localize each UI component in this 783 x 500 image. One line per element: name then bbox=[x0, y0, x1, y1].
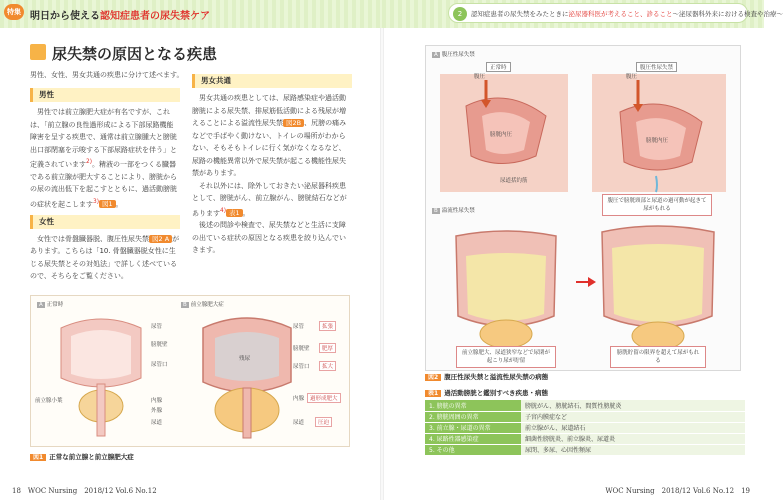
figure-1 bbox=[30, 295, 350, 447]
fig2-sub-normal: 正常時 bbox=[486, 62, 511, 72]
fig2-label-2: 尿道括約筋 bbox=[500, 178, 528, 184]
table-row bbox=[425, 411, 745, 422]
table-cell-value: 子宮内膜症など bbox=[521, 411, 745, 422]
intro-text: 男性、女性、男女共通の疾患に分けて述べます。 bbox=[30, 71, 184, 79]
male-ref-1: 2) bbox=[86, 159, 92, 165]
common-text-1: 男女共通の疾患としては、尿路感染症や過活動膀胱による尿失禁、排尿筋低活動による残尿が増えることによる溢流性尿失禁 bbox=[192, 94, 346, 127]
common-text-3: それ以外には、除外しておきたい泌尿器科疾患として、膀胱がん、前立腺がん、膀胱結石などがあります bbox=[192, 181, 347, 217]
right-column bbox=[192, 70, 352, 257]
table-cell-key: 5. その他 bbox=[425, 444, 521, 455]
fig1-a-label-3: 前立腺小葉 bbox=[35, 398, 63, 404]
table-cell-key: 1. 膀胱の異常 bbox=[425, 400, 521, 411]
header-title bbox=[30, 7, 210, 22]
page-footer-left: 18 WOC Nursing 2018/12 Vol.6 No.12 bbox=[12, 487, 157, 495]
male-ref-2: 3) bbox=[93, 198, 99, 205]
fig1-a-label-0: 尿管 bbox=[151, 324, 163, 330]
fig2-panel-b-tag: B bbox=[434, 208, 438, 214]
page-footer-right: WOC Nursing 2018/12 Vol.6 No.12 19 bbox=[605, 487, 750, 495]
table-row bbox=[425, 400, 745, 411]
fig2-caption-tag: 図2 bbox=[425, 374, 441, 381]
header-title-prefix: 明日から使える bbox=[30, 11, 100, 22]
left-column bbox=[30, 84, 180, 283]
fig1-a-label-4: 内腺 bbox=[151, 398, 163, 404]
fig1-a-label-5: 外腺 bbox=[151, 408, 163, 414]
common-paragraph-1 bbox=[192, 92, 352, 180]
table1-ref-tag[interactable]: 表1 bbox=[226, 209, 243, 217]
fig1-panel-a-title: A 正常時 bbox=[39, 302, 64, 308]
fig1-a-label-1: 膀胱壁 bbox=[151, 342, 168, 348]
fig1-b-label-1: 膀胱壁 bbox=[293, 346, 310, 352]
fig1-panel-a-label: 正常時 bbox=[46, 302, 64, 308]
fig2-caption-text: 腹圧性尿失禁と溢流性尿失禁の病態 bbox=[444, 373, 549, 381]
fig2b-ref-tag[interactable]: 図2B bbox=[283, 119, 304, 127]
chapter-title-suffix: 〜泌尿器科外来における検査や治療〜 bbox=[672, 10, 783, 18]
common-heading: 男女共通 bbox=[192, 74, 352, 88]
fig2-sub-stress: 腹圧性尿失禁 bbox=[636, 62, 677, 72]
fig1-panel-b-title: B 前立腺肥大症 bbox=[183, 302, 224, 308]
fig1-a-label-2: 尿管口 bbox=[151, 362, 168, 368]
fig1-b-box-4: 圧迫 bbox=[315, 417, 332, 427]
table-cell-value: 細菌性膀胱炎、前立腺炎、尿道炎 bbox=[521, 433, 745, 444]
chapter-title bbox=[471, 9, 783, 18]
table-cell-value: 尿閉、多尿、心因性頻尿 bbox=[521, 444, 745, 455]
fig1-caption-tag: 図1 bbox=[30, 454, 46, 461]
fig1-a-label-6: 尿道 bbox=[151, 420, 163, 426]
common-paragraph-2 bbox=[192, 180, 352, 220]
fig1-panel-b-label: 前立腺肥大症 bbox=[190, 302, 224, 308]
feature-badge: 特集 bbox=[4, 4, 24, 20]
table-row bbox=[425, 433, 745, 444]
common-ref: 4) bbox=[220, 207, 226, 214]
section-marker-icon bbox=[30, 44, 46, 60]
table-cell-key: 4. 尿路性器感染症 bbox=[425, 433, 521, 444]
fig1-caption bbox=[30, 452, 134, 461]
male-text-3: 。 bbox=[115, 200, 123, 209]
fig1-b-label-4: 内腺 bbox=[293, 396, 305, 402]
table-row bbox=[425, 422, 745, 433]
fig2-panel-a-label: 腹圧性尿失禁 bbox=[441, 52, 475, 58]
table-row bbox=[425, 444, 745, 455]
table-cell-value: 膀胱がん、膀胱結石、間質性膀胱炎 bbox=[521, 400, 745, 411]
male-heading: 男性 bbox=[30, 88, 180, 102]
fig2-panel-a-tag: A bbox=[434, 52, 438, 58]
chapter-number: 2 bbox=[453, 7, 467, 21]
differential-diagnosis-table bbox=[425, 400, 745, 456]
section-title: 尿失禁の原因となる疾患 bbox=[52, 45, 218, 63]
fig1-b-box-0: 拡張 bbox=[319, 321, 336, 331]
chapter-banner bbox=[448, 3, 783, 23]
table-cell-value: 前立腺がん、尿道結石 bbox=[521, 422, 745, 433]
fig2-label-4: 膀胱内圧 bbox=[646, 138, 669, 144]
fig2-panel-b-title bbox=[432, 206, 475, 214]
fig1-b-box-3: 過形成肥大 bbox=[307, 393, 341, 403]
fig1-b-label-0: 尿管 bbox=[293, 324, 305, 330]
common-paragraph-3: 後述の問診や検査で、尿失禁などと生活に支障の出ている症状の原因となる疾患を絞り込んでいきます。 bbox=[192, 221, 346, 255]
fig2a-ref-tag[interactable]: 図2 A bbox=[149, 235, 172, 243]
male-text-1: 男性では前立腺肥大症が有名ですが、これは、「前立腺の良性過形成による下部尿路機能障害を呈する疾患で、通常は前立腺腫大と膀胱出口部閉塞を示唆する下部尿路症状を伴う」と定義されています bbox=[30, 108, 177, 169]
figure-2 bbox=[425, 45, 741, 371]
fig1-b-box-1: 肥厚 bbox=[319, 343, 336, 353]
fig1-b-label-3: 残尿 bbox=[239, 356, 251, 362]
fig2-note-b2: 膀胱貯留の限界を超えて尿がもれる bbox=[610, 346, 706, 368]
fig2-label-0: 腹圧 bbox=[474, 74, 486, 80]
fig1-b-box-2: 拡大 bbox=[319, 361, 336, 371]
fig2-label-1: 膀胱内圧 bbox=[490, 132, 513, 138]
header-bar-right bbox=[382, 0, 783, 28]
fig1-b-label-5: 尿道 bbox=[293, 420, 305, 426]
table1-tag: 表1 bbox=[425, 390, 441, 397]
fig2-label-3: 腹圧 bbox=[626, 74, 638, 80]
female-paragraph bbox=[30, 233, 180, 283]
male-paragraph bbox=[30, 106, 180, 211]
female-text-1: 女性では骨盤臓器脱、腹圧性尿失禁 bbox=[37, 234, 149, 243]
male-text-2: 。精液の一部をつくる臓器である前立腺が肥大することにより、膀胱からの尿の流出低下を起こすとともに、過活動膀胱の症状を起こします bbox=[30, 160, 177, 209]
fig2-panel-b-label: 溢流性尿失禁 bbox=[441, 208, 475, 214]
common-text-4: 。 bbox=[242, 208, 250, 217]
female-heading: 女性 bbox=[30, 215, 180, 229]
fig2-note-b1: 前立腺肥大、尿道狭窄などで尿閉が起こり尿が貯留 bbox=[456, 346, 556, 368]
female-text-2: があります。こちらは「10. 骨盤臓器脱女性に生じる尿失禁とその対処法」で詳しく述べているので、そちらをご覧ください。 bbox=[30, 234, 180, 281]
header-title-accent: 認知症患者の尿失禁ケア bbox=[100, 11, 210, 22]
fig2-caption bbox=[425, 372, 548, 381]
fig2-note-a: 腹圧で膀胱頸部と尿道の過可動が起きて尿がもれる bbox=[602, 194, 712, 216]
table-cell-key: 3. 前立腺・尿道の異常 bbox=[425, 422, 521, 433]
table-cell-key: 2. 膀胱周囲の異常 bbox=[425, 411, 521, 422]
fig1-b-label-2: 尿管口 bbox=[293, 364, 310, 370]
fig1-ref-tag[interactable]: 図1 bbox=[99, 200, 116, 208]
common-text-2: 、尻膀の痛みなどで手ばやく動けない、トイレの場所がわからない、そもそもトイレに行く気がなくなるなど、尿路の機能異常以外で尿失禁が起こる機能性尿失禁があります。 bbox=[192, 119, 347, 177]
header-bar-left bbox=[0, 0, 382, 28]
table1-title-text: 過活動膀胱と鑑別すべき疾患・病態 bbox=[444, 389, 549, 397]
fig1-caption-text: 正常な前立腺と前立腺肥大症 bbox=[49, 453, 134, 461]
chapter-title-accent: 泌尿器科医が考えること、診ること bbox=[568, 10, 673, 18]
book-gutter bbox=[380, 28, 384, 500]
table1-title bbox=[425, 388, 548, 397]
chapter-title-prefix: 認知症患者の尿失禁をみたときに bbox=[471, 10, 569, 18]
